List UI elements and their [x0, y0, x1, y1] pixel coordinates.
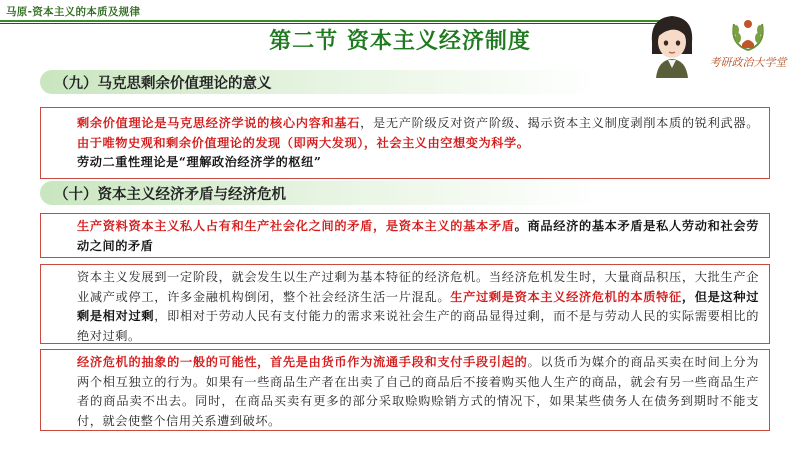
course-label: 马原-资本主义的本质及规律 [6, 6, 141, 18]
highlight-overproduction: 生产过剩是资本主义经济危机的本质特征 [450, 289, 682, 304]
highlight-dual-labor: 劳动二重性理论是“理解政治经济学的枢纽” [77, 155, 322, 169]
text-surplus-value-weapon: ，是无产阶级反对资产阶级、揭示资本主义制度剥削本质的锐利武器。 [360, 116, 759, 130]
text-crisis-description: 资本主义发展到一定阶段，就会发生以生产过剩为基本特征的经济危机。当经济危机发生时，大量商品积压，大批生产企业减产或停工，许多金融机构倒闭，整个社会经济生活一片混乱。 [77, 270, 759, 304]
content-box-overproduction [40, 264, 770, 344]
paragraph-basic-contradiction [51, 217, 759, 256]
section-title-9: （九）马克思剩余价值理论的意义 [54, 76, 272, 92]
paragraph-crisis-possibility [51, 353, 759, 431]
highlight-surplus-value-core: 剩余价值理论是马克思经济学说的核心内容和基石 [77, 116, 361, 130]
laurel-icon [700, 14, 796, 54]
highlight-relative-surplus: ，但是这种过剩是相对过剩 [77, 289, 759, 323]
page-title: 第二节 资本主义经济制度 [269, 29, 531, 54]
highlight-crisis-possibility: 经济危机的抽象的一般的可能性，首先是由货币作为流通手段和支付手段引起的 [77, 355, 528, 369]
content-box-crisis-possibility [40, 349, 770, 431]
paragraph-overproduction [51, 268, 759, 346]
brand-text: 考研政治大学堂 [709, 56, 787, 69]
paragraph-dual-labor [51, 153, 759, 173]
highlight-two-discoveries: 由于唯物史观和剩余价值理论的发现（即两大发现），社会主义由空想变为科学。 [77, 135, 530, 150]
content-box-surplus-value [40, 107, 770, 179]
highlight-basic-contradiction: 生产资料资本主义私人占有和生产社会化之间的矛盾，是资本主义的基本矛盾 [77, 219, 515, 233]
teacher-avatar [646, 12, 698, 78]
brand-logo [700, 14, 796, 74]
text-commodity-contradiction: 。商品经济的基本矛盾是私人劳动和社会劳动之间的矛盾 [77, 219, 759, 253]
section-title-10: （十）资本主义经济矛盾与经济危机 [54, 187, 286, 203]
text-money-explanation: 。以货币为媒介的商品买卖在时间上分为两个相互独立的行为。如果有一些商品生产者在出卖了自己的商品后不接着购买他人生产的商品，就会有另一些商品生产者的商品卖不出去。同时，在商品买卖有更多的部分采取赊购赊销方式的情况下，如果某些债务人在债务到期时不能支付，就会使整个信用关系遭到破坏。 [77, 355, 760, 428]
header-rule [0, 20, 660, 22]
text-relative-explanation: ，即相对于劳动人民有支付能力的需求来说社会生产的商品显得过剩，而不是与劳动人民的实际需要相比的绝对过剩。 [77, 309, 759, 343]
content-box-basic-contradiction [40, 213, 770, 258]
paragraph-surplus-value [51, 114, 759, 153]
